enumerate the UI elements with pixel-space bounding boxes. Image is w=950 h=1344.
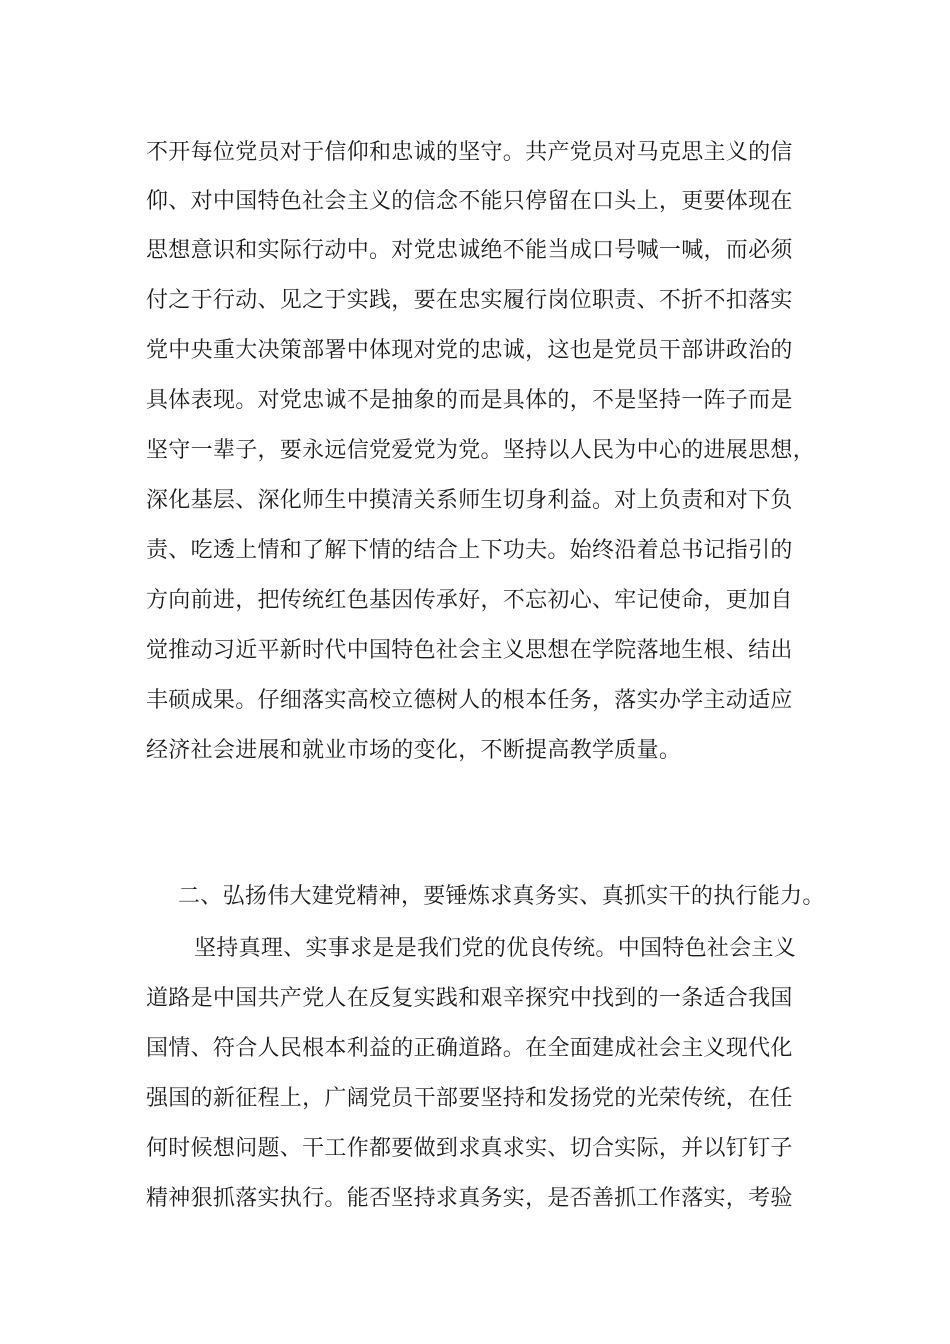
paragraph-1-line-1: 不开每位党员对于信仰和忠诚的坚守。共产党员对马克思主义的信 — [146, 140, 793, 165]
paragraph-1-line-12: 丰硕成果。仔细落实高校立德树人的根本任务，落实办学主动适应 — [146, 688, 793, 713]
paragraph-2-line-6: 精神狠抓落实执行。能否坚持求真务实，是否善抓工作落实，考验 — [146, 1186, 793, 1211]
paragraph-1-line-6: 具体表现。对党忠诚不是抽象的而是具体的，不是坚持一阵子而是 — [146, 388, 793, 413]
section-heading: 二、弘扬伟大建党精神，要锤炼求真务实、真抓实干的执行能力。 — [178, 884, 825, 909]
paragraph-1-line-9: 责、吃透上情和了解下情的结合上下功夫。始终沿着总书记指引的 — [146, 538, 793, 563]
paragraph-1-line-2: 仰、对中国特色社会主义的信念不能只停留在口头上，更要体现在 — [146, 189, 793, 214]
paragraph-1-line-10: 方向前进，把传统红色基因传承好，不忘初心、牢记使命，更加自 — [146, 588, 793, 613]
paragraph-2-line-2: 道路是中国共产党人在反复实践和艰辛探究中找到的一条适合我国 — [146, 986, 793, 1011]
paragraph-2-line-1: 坚持真理、实事求是是我们党的优良传统。中国特色社会主义 — [194, 936, 797, 961]
paragraph-1-line-11: 觉推动习近平新时代中国特色社会主义思想在学院落地生根、结出 — [146, 638, 793, 663]
paragraph-1-line-13: 经济社会进展和就业市场的变化，不断提高教学质量。 — [146, 738, 682, 763]
paragraph-1-line-4: 付之于行动、见之于实践，要在忠实履行岗位职责、不折不扣落实 — [146, 288, 793, 313]
paragraph-1-line-7: 坚守一辈子，要永远信党爱党为党。坚持以人民为中心的进展思想， — [146, 438, 816, 463]
paragraph-1-line-5: 党中央重大决策部署中体现对党的忠诚，这也是党员干部讲政治的 — [146, 338, 793, 363]
paragraph-1-line-8: 深化基层、深化师生中摸清关系师生切身利益。对上负责和对下负 — [146, 488, 793, 513]
paragraph-2-line-4: 强国的新征程上，广阔党员干部要坚持和发扬党的光荣传统，在任 — [146, 1086, 793, 1111]
paragraph-2-line-5: 何时候想问题、干工作都要做到求真求实、切合实际，并以钉钉子 — [146, 1136, 793, 1161]
paragraph-1-line-3: 思想意识和实际行动中。对党忠诚绝不能当成口号喊一喊，而必须 — [146, 238, 793, 263]
paragraph-2-line-3: 国情、符合人民根本利益的正确道路。在全面建成社会主义现代化 — [146, 1036, 793, 1061]
